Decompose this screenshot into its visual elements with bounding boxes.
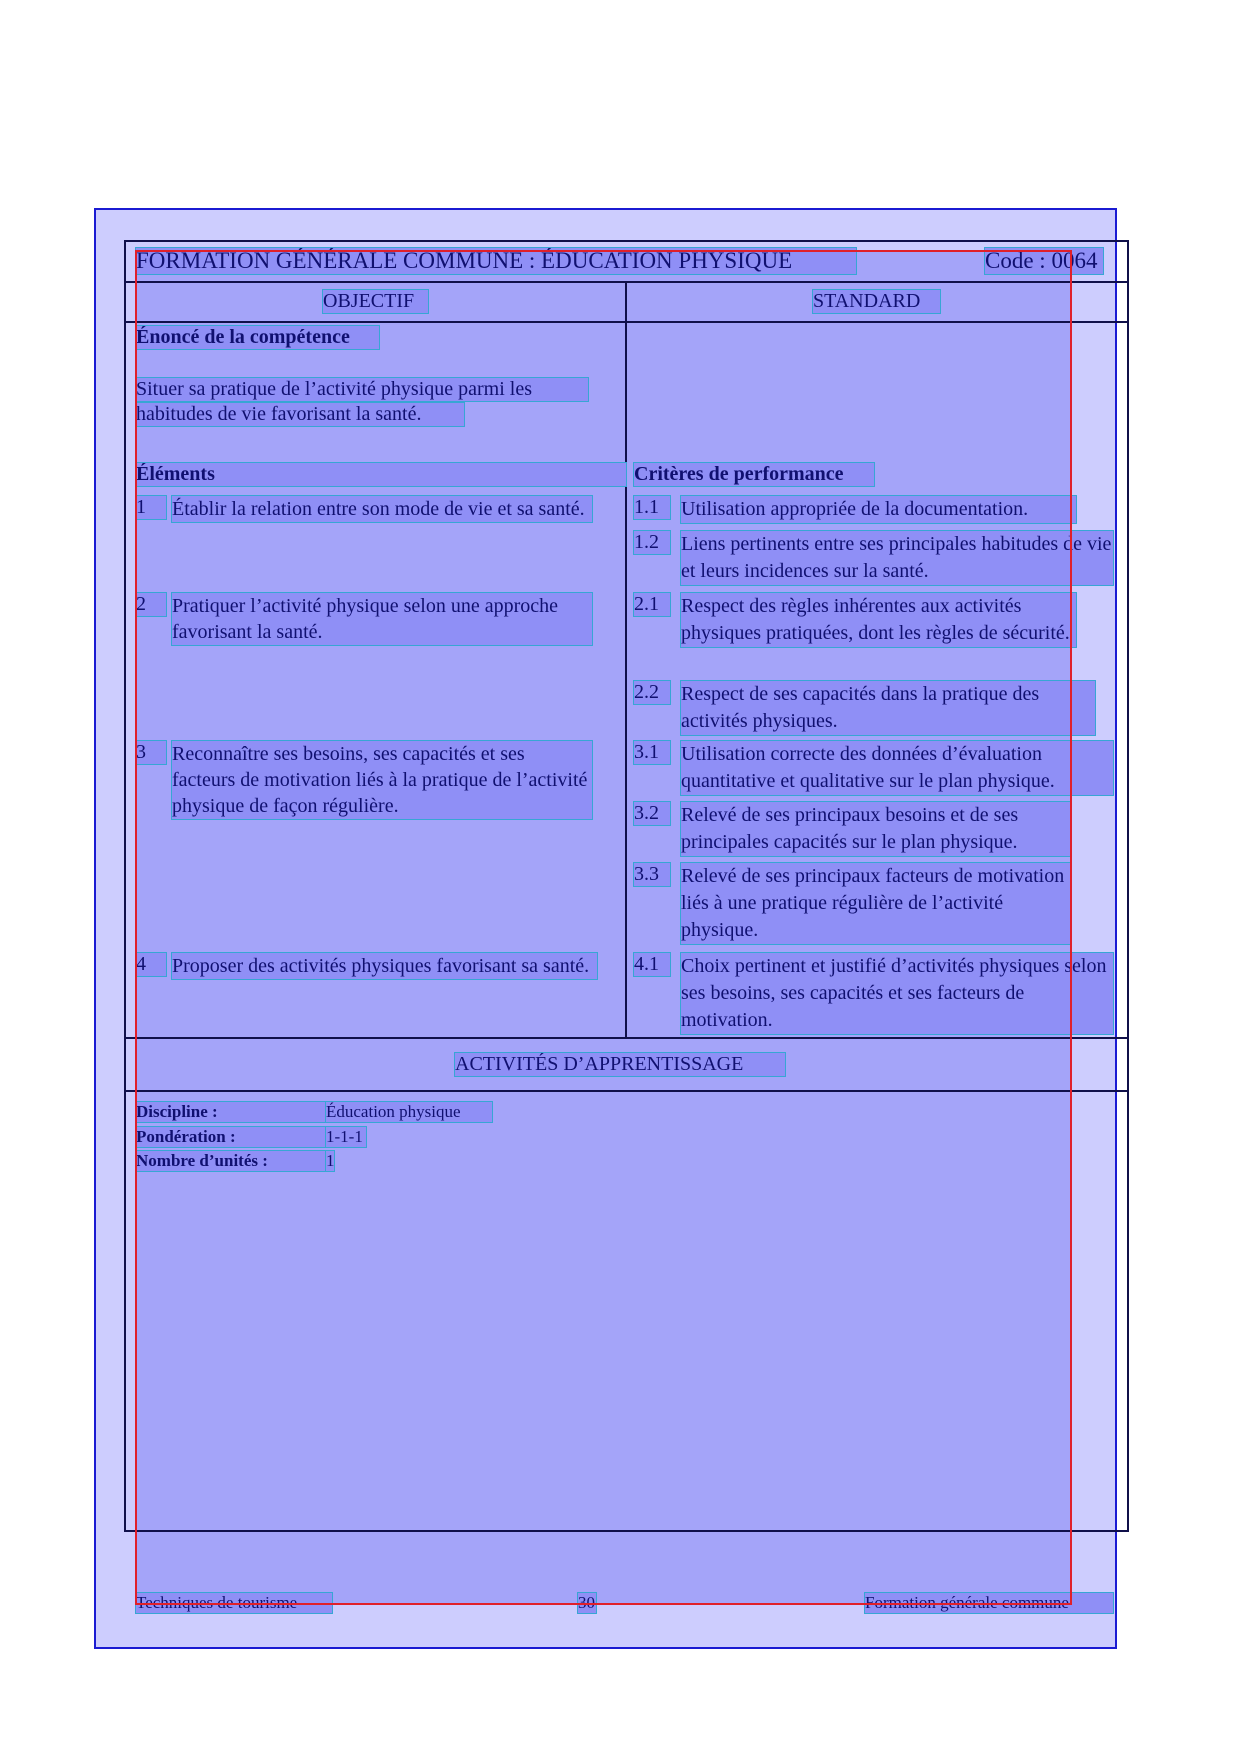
- footer-page-number: 30: [578, 1593, 595, 1612]
- ponderation-label: Pondération :: [136, 1127, 326, 1147]
- element-text: Reconnaître ses besoins, ses capacités et ses facteurs de motivation liés à la pratique de l’activité physique de façon régulière.: [172, 741, 592, 819]
- element-number: 4: [136, 953, 166, 976]
- competence-heading: Énoncé de la compétence: [136, 326, 379, 349]
- units-value: 1: [326, 1151, 335, 1170]
- criterion-number: 1.2: [634, 531, 670, 554]
- criterion-number: 4.1: [634, 953, 670, 976]
- discipline-value: Éducation physique: [326, 1102, 492, 1122]
- criterion-number: 1.1: [634, 496, 670, 519]
- criterion-text: Respect de ses capacités dans la pratique des activités physiques.: [681, 681, 1095, 735]
- page-title: FORMATION GÉNÉRALE COMMUNE : ÉDUCATION PHYSIQUE: [136, 248, 856, 274]
- criterion-number: 3.1: [634, 741, 670, 764]
- element-text: Pratiquer l’activité physique selon une approche favorisant la santé.: [172, 593, 592, 645]
- criterion-text: Relevé de ses principaux besoins et de ses principales capacités sur le plan physique.: [681, 802, 1070, 856]
- column-header-standard: STANDARD: [813, 290, 940, 313]
- units-label: Nombre d’unités :: [136, 1151, 326, 1171]
- criterion-number: 2.2: [634, 681, 670, 704]
- criterion-text: Relevé de ses principaux facteurs de motivation liés à une pratique régulière de l’activité physique.: [681, 863, 1070, 944]
- activities-heading: ACTIVITÉS D’APPRENTISSAGE: [455, 1053, 785, 1076]
- discipline-label: Discipline :: [136, 1102, 326, 1122]
- selection-frame: [135, 250, 1072, 1605]
- criterion-text: Choix pertinent et justifié d’activités physiques selon ses besoins, ses capacités et ses facteurs de motivation.: [681, 953, 1113, 1034]
- table-left-border: [124, 240, 126, 1532]
- criterion-number: 2.1: [634, 593, 670, 616]
- element-number: 1: [136, 496, 166, 519]
- criterion-text: Utilisation correcte des données d’évaluation quantitative et qualitative sur le plan physique.: [681, 741, 1113, 795]
- element-text: Établir la relation entre son mode de vie et sa santé.: [172, 496, 592, 522]
- criterion-text: Liens pertinents entre ses principales habitudes de vie et leurs incidences sur la santé.: [681, 531, 1113, 585]
- footer-section: Formation générale commune: [865, 1593, 1113, 1613]
- column-header-objectif: OBJECTIF: [323, 290, 428, 313]
- ponderation-value: 1-1-1: [326, 1127, 366, 1147]
- competence-statement-line1: Situer sa pratique de l’activité physique parmi les: [136, 378, 588, 401]
- competence-statement-line2: habitudes de vie favorisant la santé.: [136, 403, 464, 426]
- criteria-heading: Critères de performance: [634, 463, 874, 486]
- table-right-border: [1127, 240, 1129, 1532]
- element-number: 2: [136, 593, 166, 616]
- element-text: Proposer des activités physiques favorisant sa santé.: [172, 953, 597, 979]
- criterion-number: 3.2: [634, 802, 670, 825]
- course-code: Code : 0064: [985, 248, 1103, 274]
- footer-program: Techniques de tourisme: [136, 1593, 332, 1613]
- element-number: 3: [136, 741, 166, 764]
- criterion-text: Utilisation appropriée de la documentation.: [681, 496, 1076, 523]
- criterion-text: Respect des règles inhérentes aux activités physiques pratiquées, dont les règles de sécurité.: [681, 593, 1076, 647]
- criterion-number: 3.3: [634, 863, 670, 886]
- elements-heading: Éléments: [136, 463, 626, 486]
- table-top-border: [124, 240, 1129, 242]
